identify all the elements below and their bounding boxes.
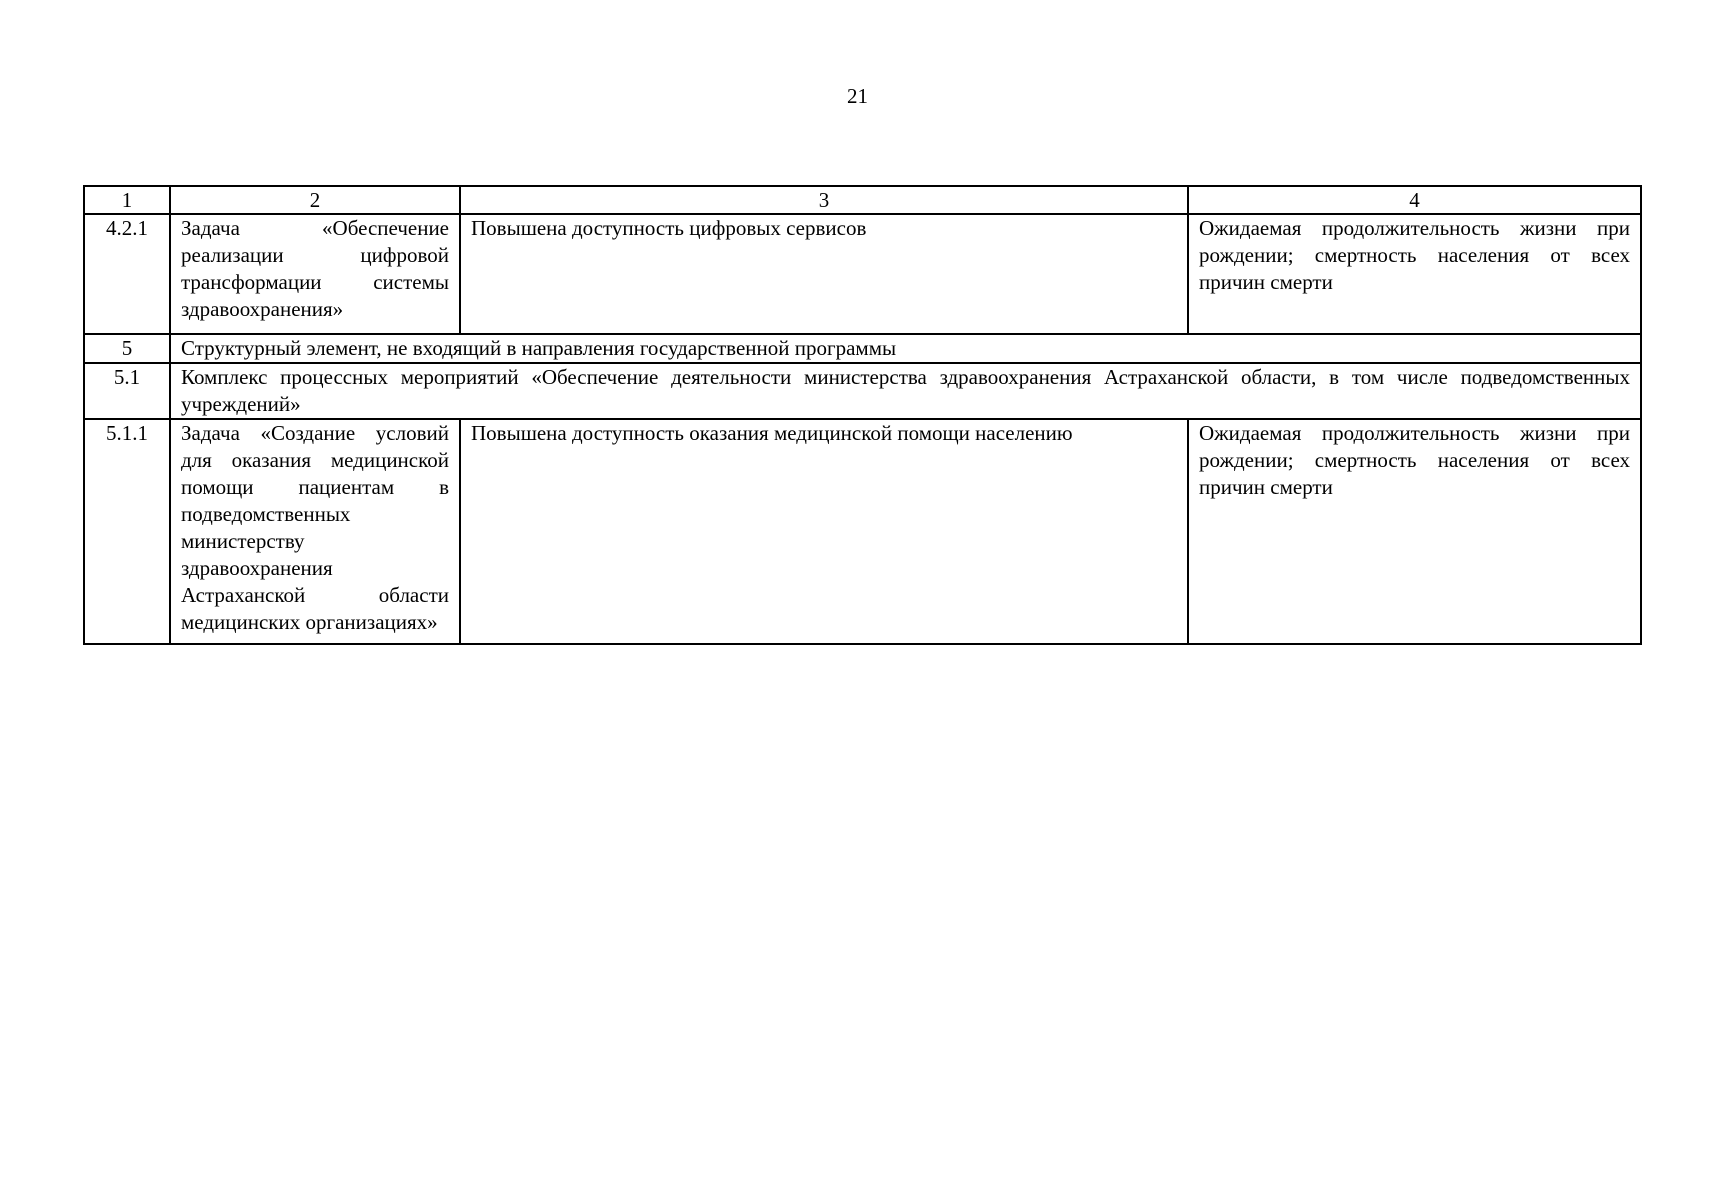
- column-number-4: 4: [1188, 186, 1641, 214]
- table-row: [84, 363, 1641, 419]
- table-row: [84, 214, 1641, 334]
- row-number: 5: [84, 334, 170, 363]
- row-number: 5.1.1: [84, 419, 170, 644]
- complex-title-cell: Комплекс процессных мероприятий «Обеспечение деятельности министерства здравоохранения Астраханской области, в том числе подведомственных учреждений»: [170, 363, 1641, 419]
- result-cell: Повышена доступность оказания медицинской помощи населению: [460, 419, 1188, 644]
- indicator-cell: Ожидаемая продолжительность жизни при рождении; смертность населения от всех причин смерти: [1188, 214, 1641, 334]
- column-number-3: 3: [460, 186, 1188, 214]
- structural-elements-table: [83, 185, 1642, 645]
- column-number-1: 1: [84, 186, 170, 214]
- indicator-cell: Ожидаемая продолжительность жизни при рождении; смертность населения от всех причин смерти: [1188, 419, 1641, 644]
- section-title-cell: Структурный элемент, не входящий в направления государственной программы: [170, 334, 1641, 363]
- result-cell: Повышена доступность цифровых сервисов: [460, 214, 1188, 334]
- column-number-2: 2: [170, 186, 460, 214]
- task-cell: Задача «Обеспечение реализации цифровой трансформации системы здравоохранения»: [170, 214, 460, 334]
- table-header-row: [84, 186, 1641, 214]
- row-number: 4.2.1: [84, 214, 170, 334]
- page-number: 21: [847, 84, 868, 108]
- table-row: [84, 419, 1641, 644]
- row-number: 5.1: [84, 363, 170, 419]
- task-cell: Задача «Создание условий для оказания медицинской помощи пациентам в подведомственных министерству здравоохранения Астраханской области медицинских организациях»: [170, 419, 460, 644]
- table-row: [84, 334, 1641, 363]
